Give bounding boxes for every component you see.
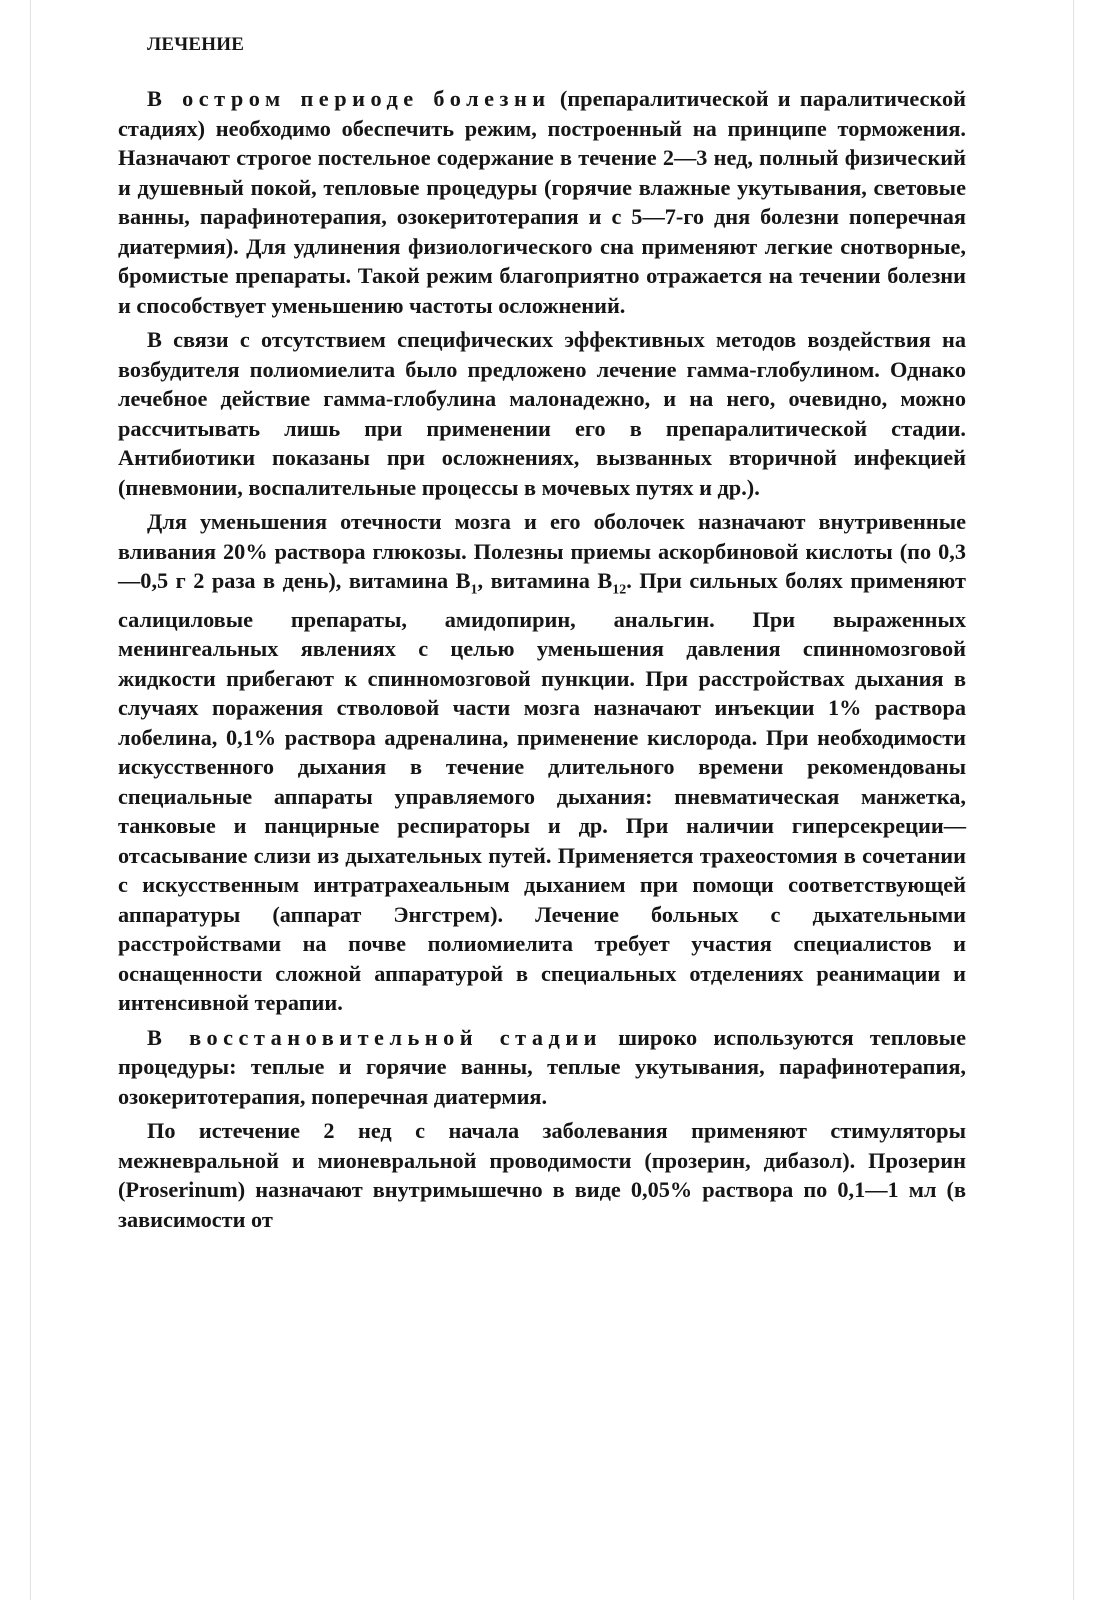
document-body: [118, 84, 966, 1239]
paragraph-edema-treatment: [118, 507, 966, 1018]
paragraph-gamma-globulin: [118, 325, 966, 502]
page-edge-right: [1073, 0, 1074, 1600]
subscript: 1: [470, 582, 478, 598]
paragraph-text: (препаралитической и паралитической стадиях) необходимо обеспечить режим, построенный на принципе торможения. Назначают строгое постельное содержание в течение 2—3 нед, полный физический и душевный покой, тепловые процедуры (горячие влажные укутывания, световые ванны, парафинотерапия, озокеритотерапия и с 5—7-го дня болезни поперечная диатермия). Для удлинения физиологического сна применяют легкие снотворные, бромистые препараты. Такой режим благоприятно отражается на течении болезни и способствует уменьшению частоты осложнений.: [118, 86, 966, 318]
paragraph-stimulators: [118, 1116, 966, 1234]
paragraph-text: , витамина B: [477, 568, 613, 593]
section-heading: ЛЕЧЕНИЕ: [147, 34, 245, 55]
paragraph-acute-period: [118, 84, 966, 320]
paragraph-text: . При сильных болях применяют салициловые препараты, амидопирин, анальгин. При выраженных менингеальных явлениях с целью уменьшения давления спинномозговой жидкости прибегают к спинномозговой пункции. При расстройствах дыхания в случаях поражения стволовой части мозга назначают инъекции 1% раствора лобелина, 0,1% раствора адреналина, применение кислорода. При необходимости искусственного дыхания в течение длительного времени рекомендованы специальные аппараты управляемого дыхания: пневматическая манжетка, танковые и панцирные респираторы и др. При наличии гиперсекреции—отсасывание слизи из дыхательных путей. Применяется трахеостомия в сочетании с искусственным интратрахеальным дыханием при помощи соответствующей аппаратуры (аппарат Энгстрем). Лечение больных с дыхательными расстройствами на почве полиомиелита требует участия специалистов и оснащенности сложной аппаратурой в специальных отделениях реанимации и интенсивной терапии.: [118, 568, 967, 1016]
page-edge-left: [30, 0, 31, 1600]
paragraph-text: широко используются тепловые процедуры: теплые и горячие ванны, теплые укутывания, парафинотерапия, озокеритотерапия, поперечная диатермия.: [118, 1024, 966, 1109]
paragraph-text: Для уменьшения отечности мозга и его оболочек назначают внутривенные вливания 20% раствора глюкозы. Полезны приемы аскорбиновой кислоты (по 0,3—0,5 г 2 раза в день), витамина B: [118, 509, 966, 593]
emphasized-lead: В восстановительной стадии: [147, 1024, 603, 1050]
emphasized-lead: В остром периоде болезни: [147, 86, 551, 111]
subscript: 12: [612, 582, 627, 598]
paragraph-text: В связи с отсутствием специфических эффективных методов воздействия на возбудителя полиомиелита было предложено лечение гамма-глобулином. Однако лечебное действие гамма-глобулина малонадежно, и на него, очевидно, можно рассчитывать лишь при применении его в препаралитической стадии. Антибиотики показаны при осложнениях, вызванных вторичной инфекцией (пневмонии, воспалительные процессы в мочевых путях и др.).: [118, 327, 966, 500]
paragraph-recovery-stage: [118, 1023, 966, 1112]
paragraph-text: По истечение 2 нед с начала заболевания применяют стимуляторы межневральной и мионевральной проводимости (прозерин, дибазол). Прозерин (Proserinum) назначают внутримышечно в виде 0,05% раствора по 0,1—1 мл (в зависимости от: [118, 1118, 966, 1232]
